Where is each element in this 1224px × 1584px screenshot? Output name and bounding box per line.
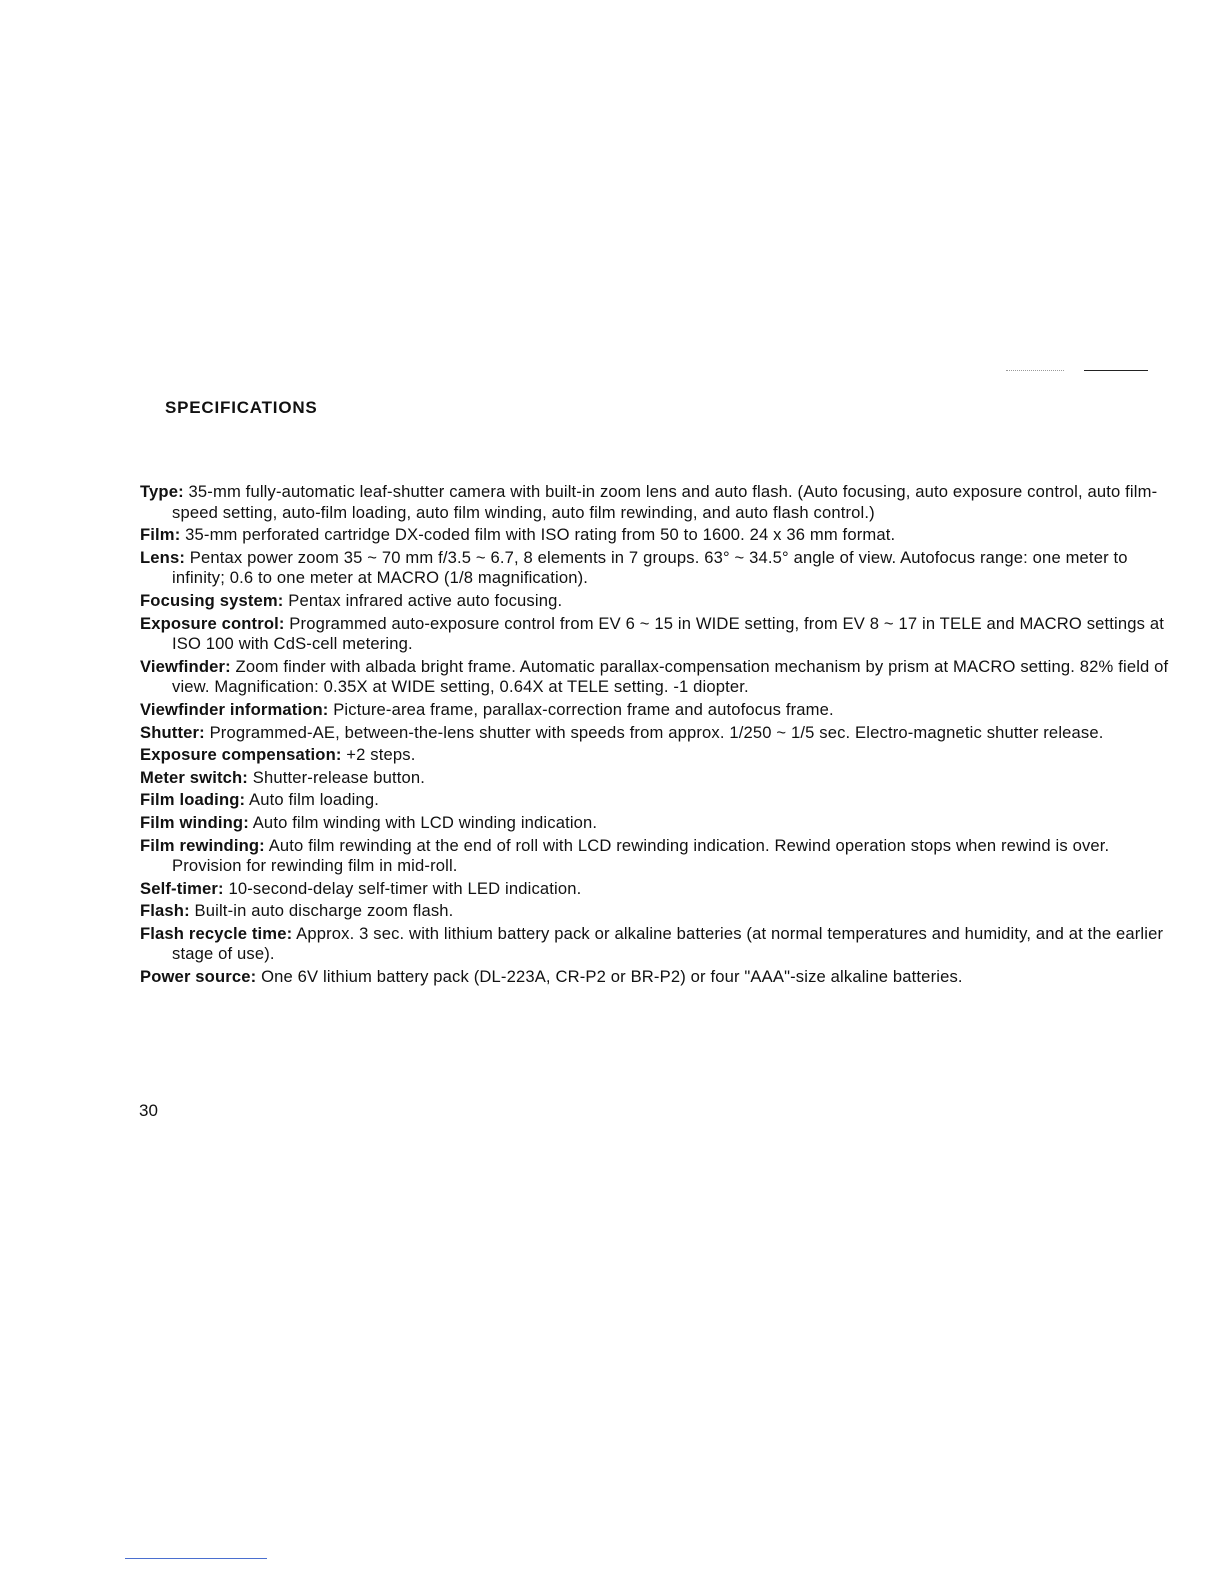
spec-text: Pentax infrared active auto focusing. xyxy=(283,590,563,610)
spec-label: Film: xyxy=(140,525,181,545)
spec-shutter xyxy=(140,723,1170,744)
spec-label: Film rewinding: xyxy=(140,835,265,855)
spec-self-timer xyxy=(140,879,1170,900)
spec-label: Power source: xyxy=(140,967,257,987)
spec-text: Shutter-release button. xyxy=(248,767,426,787)
spec-label: Film loading: xyxy=(140,790,246,810)
spec-type xyxy=(140,482,1170,523)
spec-text: 10-second-delay self-timer with LED indication. xyxy=(223,878,582,898)
spec-film-loading xyxy=(140,790,1170,811)
spec-text: Picture-area frame, parallax-correction frame and autofocus frame. xyxy=(328,699,834,719)
spec-focusing-system xyxy=(140,591,1170,612)
spec-text: Auto film rewinding at the end of roll with LCD rewinding indication. Rewind operation stops when rewind is over. Provision for rewinding film in mid-roll. xyxy=(172,835,1110,876)
spec-list xyxy=(140,482,1170,990)
spec-flash-recycle-time xyxy=(140,924,1170,965)
spec-text: Programmed auto-exposure control from EV 6 ~ 15 in WIDE setting, from EV 8 ~ 17 in TELE and MACRO settings at ISO 100 with CdS-cell metering. xyxy=(172,613,1165,654)
spec-text: 35-mm fully-automatic leaf-shutter camera with built-in zoom lens and auto flash. (Auto focusing, auto exposure control, auto film-speed setting, auto-film loading, auto film winding, auto film rewinding, and auto flash control.) xyxy=(172,482,1158,522)
spec-exposure-compensation xyxy=(140,745,1170,766)
spec-label: Exposure control: xyxy=(140,613,285,633)
spec-viewfinder xyxy=(140,657,1170,698)
scan-mark-dotted xyxy=(1006,370,1064,371)
spec-label: Shutter: xyxy=(140,722,205,742)
spec-text: Built-in auto discharge zoom flash. xyxy=(189,901,454,921)
spec-text: Approx. 3 sec. with lithium battery pack or alkaline batteries (at normal temperatures and humidity, and at the earlier stage of use). xyxy=(172,923,1164,964)
spec-lens xyxy=(140,548,1170,589)
spec-text: Programmed-AE, between-the-lens shutter with speeds from approx. 1/250 ~ 1/5 sec. Electro-magnetic shutter release. xyxy=(204,722,1104,742)
spec-text: +2 steps. xyxy=(341,745,416,765)
spec-film-winding xyxy=(140,813,1170,834)
spec-flash xyxy=(140,901,1170,922)
spec-meter-switch xyxy=(140,768,1170,789)
bottom-rule xyxy=(125,1558,267,1559)
spec-film xyxy=(140,525,1170,546)
spec-text: Auto film winding with LCD winding indication. xyxy=(248,812,598,832)
spec-label: Film winding: xyxy=(140,812,249,832)
spec-label: Exposure compensation: xyxy=(140,745,342,765)
page-number: 30 xyxy=(139,1101,158,1120)
spec-label: Type: xyxy=(140,482,184,501)
spec-text: Pentax power zoom 35 ~ 70 mm f/3.5 ~ 6.7, 8 elements in 7 groups. 63° ~ 34.5° angle of view. Autofocus range: one meter to infinity; 0.6 to one meter at MACRO (1/8 magnification). xyxy=(172,547,1128,588)
spec-text: Zoom finder with albada bright frame. Automatic parallax-compensation mechanism by prism at MACRO setting. 82% field of view. Magnification: 0.35X at WIDE setting, 0.64X at TELE setting. -1 diopter. xyxy=(172,656,1169,697)
page-title: SPECIFICATIONS xyxy=(165,398,318,417)
spec-film-rewinding xyxy=(140,836,1170,877)
spec-text: Auto film loading. xyxy=(245,790,380,810)
spec-text: 35-mm perforated cartridge DX-coded film with ISO rating from 50 to 1600. 24 x 36 mm format. xyxy=(180,525,896,545)
spec-viewfinder-information xyxy=(140,700,1170,721)
spec-label: Viewfinder: xyxy=(140,656,231,676)
spec-label: Flash recycle time: xyxy=(140,923,293,943)
spec-text: One 6V lithium battery pack (DL-223A, CR-P2 or BR-P2) or four "AAA"-size alkaline batteries. xyxy=(256,967,963,987)
spec-power-source xyxy=(140,967,1170,988)
spec-label: Focusing system: xyxy=(140,590,284,610)
spec-label: Self-timer: xyxy=(140,878,224,898)
spec-label: Lens: xyxy=(140,547,186,567)
spec-label: Viewfinder information: xyxy=(140,699,329,719)
scan-mark-line xyxy=(1084,370,1148,371)
spec-label: Flash: xyxy=(140,901,190,921)
spec-exposure-control xyxy=(140,614,1170,655)
spec-label: Meter switch: xyxy=(140,767,248,787)
